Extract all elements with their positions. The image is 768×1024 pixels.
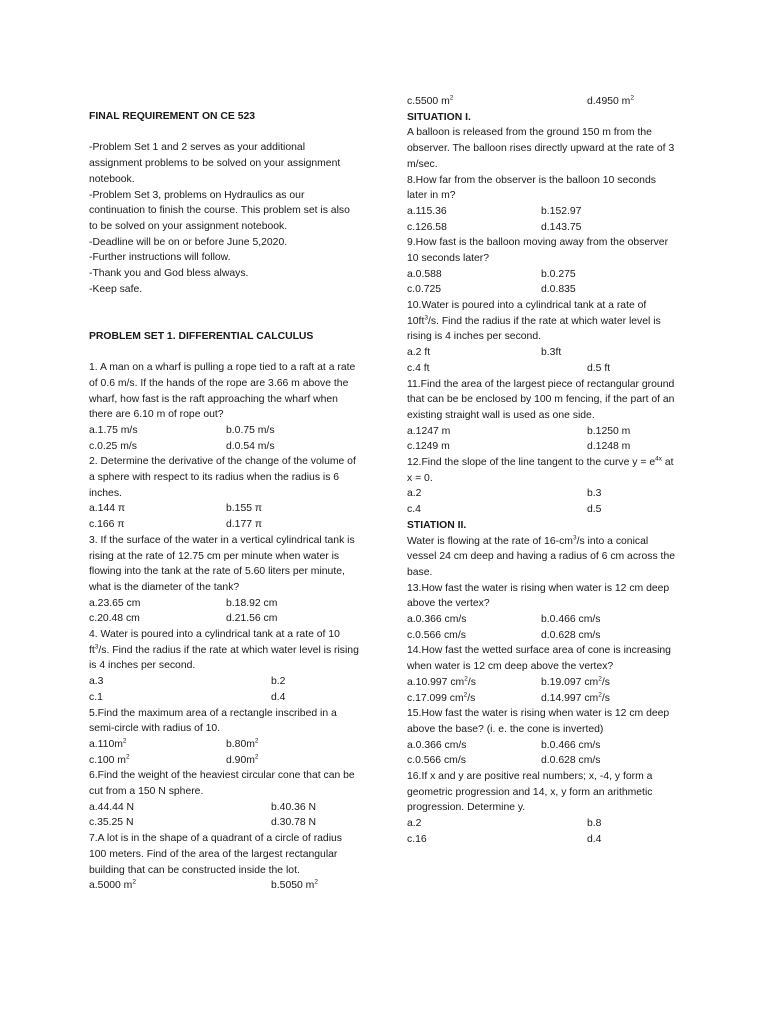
option-a: a.2 ft xyxy=(407,347,431,359)
option-b: b.3 xyxy=(587,488,602,500)
option-b: b.40.36 N xyxy=(271,801,317,813)
question-6-options-row xyxy=(89,815,361,831)
option-c: c.1 xyxy=(89,691,103,703)
option-d: d.30.78 N xyxy=(271,817,317,829)
question-11-text: 11.Find the area of the largest piece of rectangular ground that can be be enclosed by 100 m fencing, if the part of an existing straight wall is used as one side. xyxy=(407,378,675,421)
question-8-options-row xyxy=(407,220,679,236)
option-d: d.4950 $m^2$ xyxy=(587,94,634,107)
question-1-text: 1. A man on a wharf is pulling a rope tied to a raft at a rate of 0.6 m/s. If the hands of the rope are 3.66 m above the wharf, how fast is the raft approaching the wharf when there are 6.10 m of rope out? xyxy=(89,362,356,421)
option-b: b.3ft xyxy=(541,347,562,359)
option-c: c.35.25 N xyxy=(89,817,134,829)
option-d: d.5 xyxy=(587,504,602,516)
question-13-text: 13.How fast the water is rising when water is 12 cm deep above the vertex? xyxy=(407,582,670,610)
option-b: b.155 π xyxy=(226,503,263,515)
question-8-text: 8.How far from the observer is the balloon 10 seconds later in m? xyxy=(407,174,656,202)
question-13-options-row xyxy=(407,612,679,628)
question-1-options-row xyxy=(89,439,361,455)
option-c: c.0.566 cm/s xyxy=(407,755,466,767)
situation-2-text: Water is flowing at the rate of $16-cm^3/s$ into a conical vessel 24 cm deep and having a radius of 6 cm across the base. xyxy=(407,534,675,578)
option-c: c.20.48 cm xyxy=(89,613,140,625)
question-16-options-row xyxy=(407,816,679,832)
option-c: c.16 xyxy=(407,833,427,845)
option-a: a.0.366 cm/s xyxy=(407,739,467,751)
option-c: c.166 π xyxy=(89,519,125,531)
question-2-options-row xyxy=(89,517,361,533)
left-column xyxy=(89,109,361,894)
question-6-options-row xyxy=(89,800,361,816)
question-8-options-row xyxy=(407,204,679,220)
option-a: a.1.75 m/s xyxy=(89,425,138,436)
question-12-options-row xyxy=(407,502,679,518)
option-b: b.0.466 cm/s xyxy=(541,614,601,626)
question-7-options-row xyxy=(89,878,361,894)
question-3-options-row xyxy=(89,596,361,612)
situation-1-text: A balloon is released from the ground 150 m from the observer. The balloon rises directly upward at the rate of 3 m/sec. xyxy=(407,127,675,170)
option-c: c.5500 $m^2$ xyxy=(407,94,454,107)
question-13-options-row xyxy=(407,628,679,644)
option-b: b.2 xyxy=(271,676,286,688)
option-c: c.4 ft xyxy=(407,362,430,374)
option-a: $a.110m^2$ xyxy=(89,737,127,750)
question-2-options-row xyxy=(89,501,361,517)
option-a: a.3 xyxy=(89,676,104,688)
question-9-options-row xyxy=(407,267,679,283)
option-a: a.44.44 N xyxy=(89,801,135,813)
situation-1-heading: SITUATION I. xyxy=(407,111,471,123)
question-7-text: 7.A lot is in the shape of a quadrant of a circle of radius 100 meters. Find of the area of the largest rectangular building that can be constructed inside the lot. xyxy=(89,833,342,876)
instruction-item: -Problem Set 1 and 2 serves as your additional assignment problems to be solved on your assignment notebook. xyxy=(89,142,341,185)
question-11-options-row xyxy=(407,424,679,440)
right-column xyxy=(407,94,679,847)
option-b: b.0.75 m/s xyxy=(226,425,275,436)
option-b: b.18.92 cm xyxy=(226,597,278,609)
option-c: c.0.725 xyxy=(407,284,442,296)
option-a: a.1247 m xyxy=(407,425,451,437)
question-9-text: 9.How fast is the balloon moving away from the observer 10 seconds later? xyxy=(407,237,669,264)
option-a: a.10.997 $cm^2/s$ xyxy=(407,675,476,688)
question-5-options-row xyxy=(89,737,361,753)
option-d: d.4 xyxy=(271,691,286,703)
option-d: d.5 ft xyxy=(587,362,611,374)
option-d: d.4 xyxy=(587,833,602,845)
question-3-options-row xyxy=(89,611,361,627)
option-a: a.2 xyxy=(407,818,422,830)
option-d: $d.90m^2$ xyxy=(226,753,259,766)
question-10-text: 10.Water is poured into a cylindrical tank at a rate of $10ft^3/s$. Find the radius if the rate at which water level is rising is 4 inches per second. xyxy=(407,300,661,343)
question-1-options-row xyxy=(89,423,361,439)
problem-set-heading: PROBLEM SET 1. DIFFERENTIAL CALCULUS xyxy=(89,330,314,342)
option-b: b.0.275 xyxy=(541,268,576,280)
question-9-options-row xyxy=(407,282,679,298)
option-b: b.8 xyxy=(587,818,602,830)
option-d: d.14.997 $cm^2/s$ xyxy=(541,691,610,704)
document-title: FINAL REQUIREMENT ON CE 523 xyxy=(89,111,256,122)
question-5-text: 5.Find the maximum area of a rectangle inscribed in a semi-circle with radius of 10. xyxy=(89,707,337,735)
question-3-text: 3. If the surface of the water in a vertical cylindrical tank is rising at the rate of 12.75 cm per minute when water is flowing into the tank at the rate of 5.60 liters per minute, what is the diameter of the tank? xyxy=(89,534,355,593)
option-c: c.100 $m^2$ xyxy=(89,753,130,766)
situation-2-heading: STIATION II. xyxy=(407,519,467,531)
option-d: d.143.75 xyxy=(541,221,582,233)
option-a: a.115.36 xyxy=(407,205,447,217)
instruction-item: -Problem Set 3, problems on Hydraulics as our continuation to finish the course. This problem set is also to be solved on your assignment notebook. xyxy=(89,189,350,232)
instruction-item: -Deadline will be on or before June 5,2020. xyxy=(89,236,288,248)
question-10-options-row xyxy=(407,345,679,361)
question-2-text: 2. Determine the derivative of the change of the volume of a sphere with respect to its radius when the radius is 6 inches. xyxy=(89,456,356,499)
option-d: d.0.54 m/s xyxy=(226,440,275,452)
option-b: b.19.097 $cm^2/s$ xyxy=(541,675,610,688)
option-a: a.5000 $m^2$ xyxy=(89,878,136,892)
option-a: a.0.366 cm/s xyxy=(407,614,467,626)
question-14-options-row xyxy=(407,691,679,707)
question-7-options-row xyxy=(407,94,679,110)
option-a: a.0.588 xyxy=(407,268,442,280)
question-11-options-row xyxy=(407,439,679,455)
option-c: c.1249 m xyxy=(407,441,450,453)
option-b: b.1250 m xyxy=(587,425,631,437)
option-d: d.0.628 cm/s xyxy=(541,755,601,767)
instruction-item: -Thank you and God bless always. xyxy=(89,268,249,280)
instruction-item: -Further instructions will follow. xyxy=(89,252,231,264)
option-b: $b.80m^2$ xyxy=(226,737,259,750)
question-12-options-row xyxy=(407,486,679,502)
option-d: d.177 π xyxy=(226,519,263,531)
question-10-options-row xyxy=(407,361,679,377)
question-4-text: 4. Water is poured into a cylindrical tank at a rate of 10 $ft^3/s$. Find the radius if the rate at which water level is rising is 4 inches per second. xyxy=(89,629,359,672)
option-b: b.5050 $m^2$ xyxy=(271,878,318,892)
option-c: c.0.25 m/s xyxy=(89,440,137,452)
question-15-text: 15.How fast the water is rising when water is 12 cm deep above the base? (i. e. the cone is inverted) xyxy=(407,708,670,735)
option-d: d.1248 m xyxy=(587,441,631,453)
question-6-text: 6.Find the weight of the heaviest circular cone that can be cut from a 150 N sphere. xyxy=(89,770,355,798)
option-a: a.23.65 cm xyxy=(89,597,141,609)
option-a: a.144 π xyxy=(89,503,126,515)
option-c: c.4 xyxy=(407,504,421,516)
question-5-options-row xyxy=(89,753,361,769)
question-16-options-row xyxy=(407,832,679,848)
option-c: c.126.58 xyxy=(407,221,447,233)
question-14-text: 14.How fast the wetted surface area of cone is increasing when water is 12 cm deep above the vertex? xyxy=(407,645,671,673)
question-4-options-row xyxy=(89,690,361,706)
option-b: b.0.466 cm/s xyxy=(541,739,601,751)
option-c: c.17.099 $cm^2/s$ xyxy=(407,691,476,704)
question-16-text: 16.If x and y are positive real numbers; x, -4, y form a geometric progression and 14, x, y form an arithmetic progression. Determine y. xyxy=(407,770,653,814)
option-c: c.0.566 cm/s xyxy=(407,629,466,641)
question-12-text: 12.Find the slope of the line tangent to the curve $y = e^{4x}$ at x = 0. xyxy=(407,455,674,484)
instruction-item: -Keep safe. xyxy=(89,283,143,295)
option-a: a.2 xyxy=(407,488,422,500)
question-15-options-row xyxy=(407,738,679,754)
option-d: d.0.835 xyxy=(541,284,576,296)
question-14-options-row xyxy=(407,675,679,691)
option-b: b.152.97 xyxy=(541,205,582,217)
option-d: d.0.628 cm/s xyxy=(541,629,601,641)
option-d: d.21.56 cm xyxy=(226,613,278,625)
question-4-options-row xyxy=(89,674,361,690)
question-15-options-row xyxy=(407,753,679,769)
